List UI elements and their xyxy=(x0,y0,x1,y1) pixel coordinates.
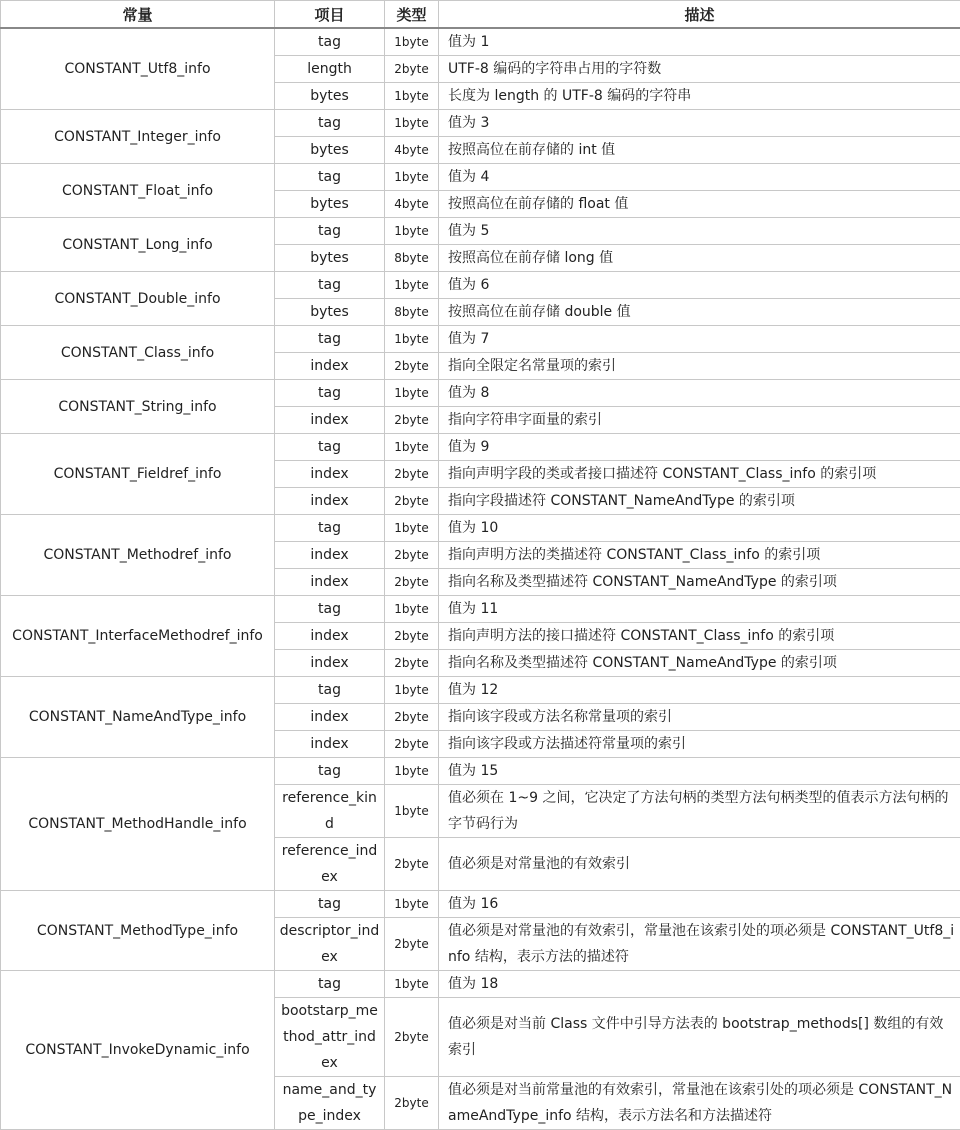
item-cell: tag xyxy=(275,515,385,542)
description-cell: 值为 12 xyxy=(439,677,960,704)
type-cell: 1byte xyxy=(385,758,439,785)
table-body xyxy=(1,28,960,1130)
table-row xyxy=(1,515,960,542)
item-cell: index xyxy=(275,569,385,596)
item-cell: descriptor_index xyxy=(275,918,385,971)
item-cell: tag xyxy=(275,380,385,407)
table-row xyxy=(1,596,960,623)
item-cell: index xyxy=(275,461,385,488)
description-cell: 指向全限定名常量项的索引 xyxy=(439,353,960,380)
constant-name-cell: CONSTANT_Long_info xyxy=(1,218,275,272)
description-cell: 值为 3 xyxy=(439,110,960,137)
type-cell: 2byte xyxy=(385,56,439,83)
description-cell: UTF-8 编码的字符串占用的字符数 xyxy=(439,56,960,83)
item-cell: reference_index xyxy=(275,838,385,891)
constant-name-cell: CONSTANT_Utf8_info xyxy=(1,28,275,110)
item-cell: reference_kind xyxy=(275,785,385,838)
type-cell: 2byte xyxy=(385,461,439,488)
description-cell: 指向该字段或方法名称常量项的索引 xyxy=(439,704,960,731)
description-cell: 按照高位在前存储的 int 值 xyxy=(439,137,960,164)
item-cell: tag xyxy=(275,971,385,998)
type-cell: 8byte xyxy=(385,299,439,326)
type-cell: 2byte xyxy=(385,1077,439,1130)
item-cell: bytes xyxy=(275,137,385,164)
description-cell: 指向该字段或方法描述符常量项的索引 xyxy=(439,731,960,758)
type-cell: 2byte xyxy=(385,569,439,596)
constant-name-cell: CONSTANT_Double_info xyxy=(1,272,275,326)
item-cell: tag xyxy=(275,326,385,353)
constant-name-cell: CONSTANT_Fieldref_info xyxy=(1,434,275,515)
description-cell: 指向字段描述符 CONSTANT_NameAndType 的索引项 xyxy=(439,488,960,515)
description-cell: 值为 10 xyxy=(439,515,960,542)
type-cell: 2byte xyxy=(385,542,439,569)
constant-name-cell: CONSTANT_InvokeDynamic_info xyxy=(1,971,275,1130)
table-row xyxy=(1,218,960,245)
item-cell: bootstarp_method_attr_index xyxy=(275,998,385,1077)
type-cell: 1byte xyxy=(385,677,439,704)
type-cell: 2byte xyxy=(385,488,439,515)
table-row xyxy=(1,28,960,56)
table-row xyxy=(1,380,960,407)
type-cell: 4byte xyxy=(385,137,439,164)
type-cell: 1byte xyxy=(385,218,439,245)
description-cell: 值为 4 xyxy=(439,164,960,191)
constant-name-cell: CONSTANT_NameAndType_info xyxy=(1,677,275,758)
type-cell: 1byte xyxy=(385,891,439,918)
table-row xyxy=(1,758,960,785)
table-row xyxy=(1,326,960,353)
table-row xyxy=(1,434,960,461)
item-cell: tag xyxy=(275,596,385,623)
type-cell: 2byte xyxy=(385,407,439,434)
header-type: 类型 xyxy=(385,1,439,29)
constant-name-cell: CONSTANT_MethodType_info xyxy=(1,891,275,971)
type-cell: 2byte xyxy=(385,838,439,891)
constant-name-cell: CONSTANT_String_info xyxy=(1,380,275,434)
item-cell: bytes xyxy=(275,299,385,326)
item-cell: tag xyxy=(275,218,385,245)
header-constant: 常量 xyxy=(1,1,275,29)
description-cell: 指向声明方法的接口描述符 CONSTANT_Class_info 的索引项 xyxy=(439,623,960,650)
item-cell: bytes xyxy=(275,83,385,110)
type-cell: 8byte xyxy=(385,245,439,272)
description-cell: 按照高位在前存储 double 值 xyxy=(439,299,960,326)
type-cell: 2byte xyxy=(385,623,439,650)
header-description: 描述 xyxy=(439,1,960,29)
header-item: 项目 xyxy=(275,1,385,29)
table-row xyxy=(1,891,960,918)
item-cell: tag xyxy=(275,677,385,704)
constant-name-cell: CONSTANT_Class_info xyxy=(1,326,275,380)
item-cell: index xyxy=(275,542,385,569)
item-cell: bytes xyxy=(275,191,385,218)
constant-name-cell: CONSTANT_MethodHandle_info xyxy=(1,758,275,891)
type-cell: 1byte xyxy=(385,380,439,407)
description-cell: 值为 11 xyxy=(439,596,960,623)
type-cell: 2byte xyxy=(385,353,439,380)
description-cell: 值为 6 xyxy=(439,272,960,299)
table-row xyxy=(1,272,960,299)
description-cell: 值为 16 xyxy=(439,891,960,918)
description-cell: 值为 15 xyxy=(439,758,960,785)
description-cell: 值为 8 xyxy=(439,380,960,407)
type-cell: 1byte xyxy=(385,28,439,56)
table-row xyxy=(1,110,960,137)
description-cell: 值必须是对当前常量池的有效索引，常量池在该索引处的项必须是 CONSTANT_NameAndType_info 结构，表示方法名和方法描述符 xyxy=(439,1077,960,1130)
type-cell: 1byte xyxy=(385,434,439,461)
constant-name-cell: CONSTANT_Methodref_info xyxy=(1,515,275,596)
item-cell: index xyxy=(275,353,385,380)
constant-name-cell: CONSTANT_Float_info xyxy=(1,164,275,218)
description-cell: 指向字符串字面量的索引 xyxy=(439,407,960,434)
description-cell: 值为 1 xyxy=(439,28,960,56)
item-cell: index xyxy=(275,488,385,515)
type-cell: 2byte xyxy=(385,918,439,971)
table-row xyxy=(1,677,960,704)
description-cell: 指向声明方法的类描述符 CONSTANT_Class_info 的索引项 xyxy=(439,542,960,569)
item-cell: index xyxy=(275,731,385,758)
constant-name-cell: CONSTANT_Integer_info xyxy=(1,110,275,164)
item-cell: tag xyxy=(275,891,385,918)
header-row xyxy=(1,1,960,29)
type-cell: 2byte xyxy=(385,650,439,677)
description-cell: 值必须是对当前 Class 文件中引导方法表的 bootstrap_methods[] 数组的有效索引 xyxy=(439,998,960,1077)
table-header xyxy=(1,1,960,29)
item-cell: index xyxy=(275,623,385,650)
type-cell: 1byte xyxy=(385,515,439,542)
description-cell: 指向名称及类型描述符 CONSTANT_NameAndType 的索引项 xyxy=(439,569,960,596)
description-cell: 指向名称及类型描述符 CONSTANT_NameAndType 的索引项 xyxy=(439,650,960,677)
description-cell: 指向声明字段的类或者接口描述符 CONSTANT_Class_info 的索引项 xyxy=(439,461,960,488)
item-cell: name_and_type_index xyxy=(275,1077,385,1130)
constant-name-cell: CONSTANT_InterfaceMethodref_info xyxy=(1,596,275,677)
item-cell: tag xyxy=(275,164,385,191)
description-cell: 值必须是对常量池的有效索引，常量池在该索引处的项必须是 CONSTANT_Utf8_info 结构，表示方法的描述符 xyxy=(439,918,960,971)
item-cell: index xyxy=(275,704,385,731)
item-cell: index xyxy=(275,650,385,677)
type-cell: 1byte xyxy=(385,110,439,137)
item-cell: tag xyxy=(275,272,385,299)
type-cell: 1byte xyxy=(385,272,439,299)
type-cell: 1byte xyxy=(385,164,439,191)
item-cell: tag xyxy=(275,434,385,461)
description-cell: 值必须是对常量池的有效索引 xyxy=(439,838,960,891)
description-cell: 长度为 length 的 UTF-8 编码的字符串 xyxy=(439,83,960,110)
type-cell: 2byte xyxy=(385,731,439,758)
item-cell: tag xyxy=(275,28,385,56)
type-cell: 2byte xyxy=(385,998,439,1077)
type-cell: 4byte xyxy=(385,191,439,218)
type-cell: 1byte xyxy=(385,971,439,998)
description-cell: 值为 7 xyxy=(439,326,960,353)
type-cell: 2byte xyxy=(385,704,439,731)
description-cell: 按照高位在前存储 long 值 xyxy=(439,245,960,272)
description-cell: 值必须在 1~9 之间，它决定了方法句柄的类型方法句柄类型的值表示方法句柄的字节码行为 xyxy=(439,785,960,838)
type-cell: 1byte xyxy=(385,785,439,838)
item-cell: length xyxy=(275,56,385,83)
type-cell: 1byte xyxy=(385,326,439,353)
item-cell: tag xyxy=(275,758,385,785)
description-cell: 值为 9 xyxy=(439,434,960,461)
type-cell: 1byte xyxy=(385,83,439,110)
table-row xyxy=(1,971,960,998)
description-cell: 值为 5 xyxy=(439,218,960,245)
item-cell: tag xyxy=(275,110,385,137)
description-cell: 值为 18 xyxy=(439,971,960,998)
item-cell: index xyxy=(275,407,385,434)
table-row xyxy=(1,164,960,191)
description-cell: 按照高位在前存储的 float 值 xyxy=(439,191,960,218)
item-cell: bytes xyxy=(275,245,385,272)
type-cell: 1byte xyxy=(385,596,439,623)
